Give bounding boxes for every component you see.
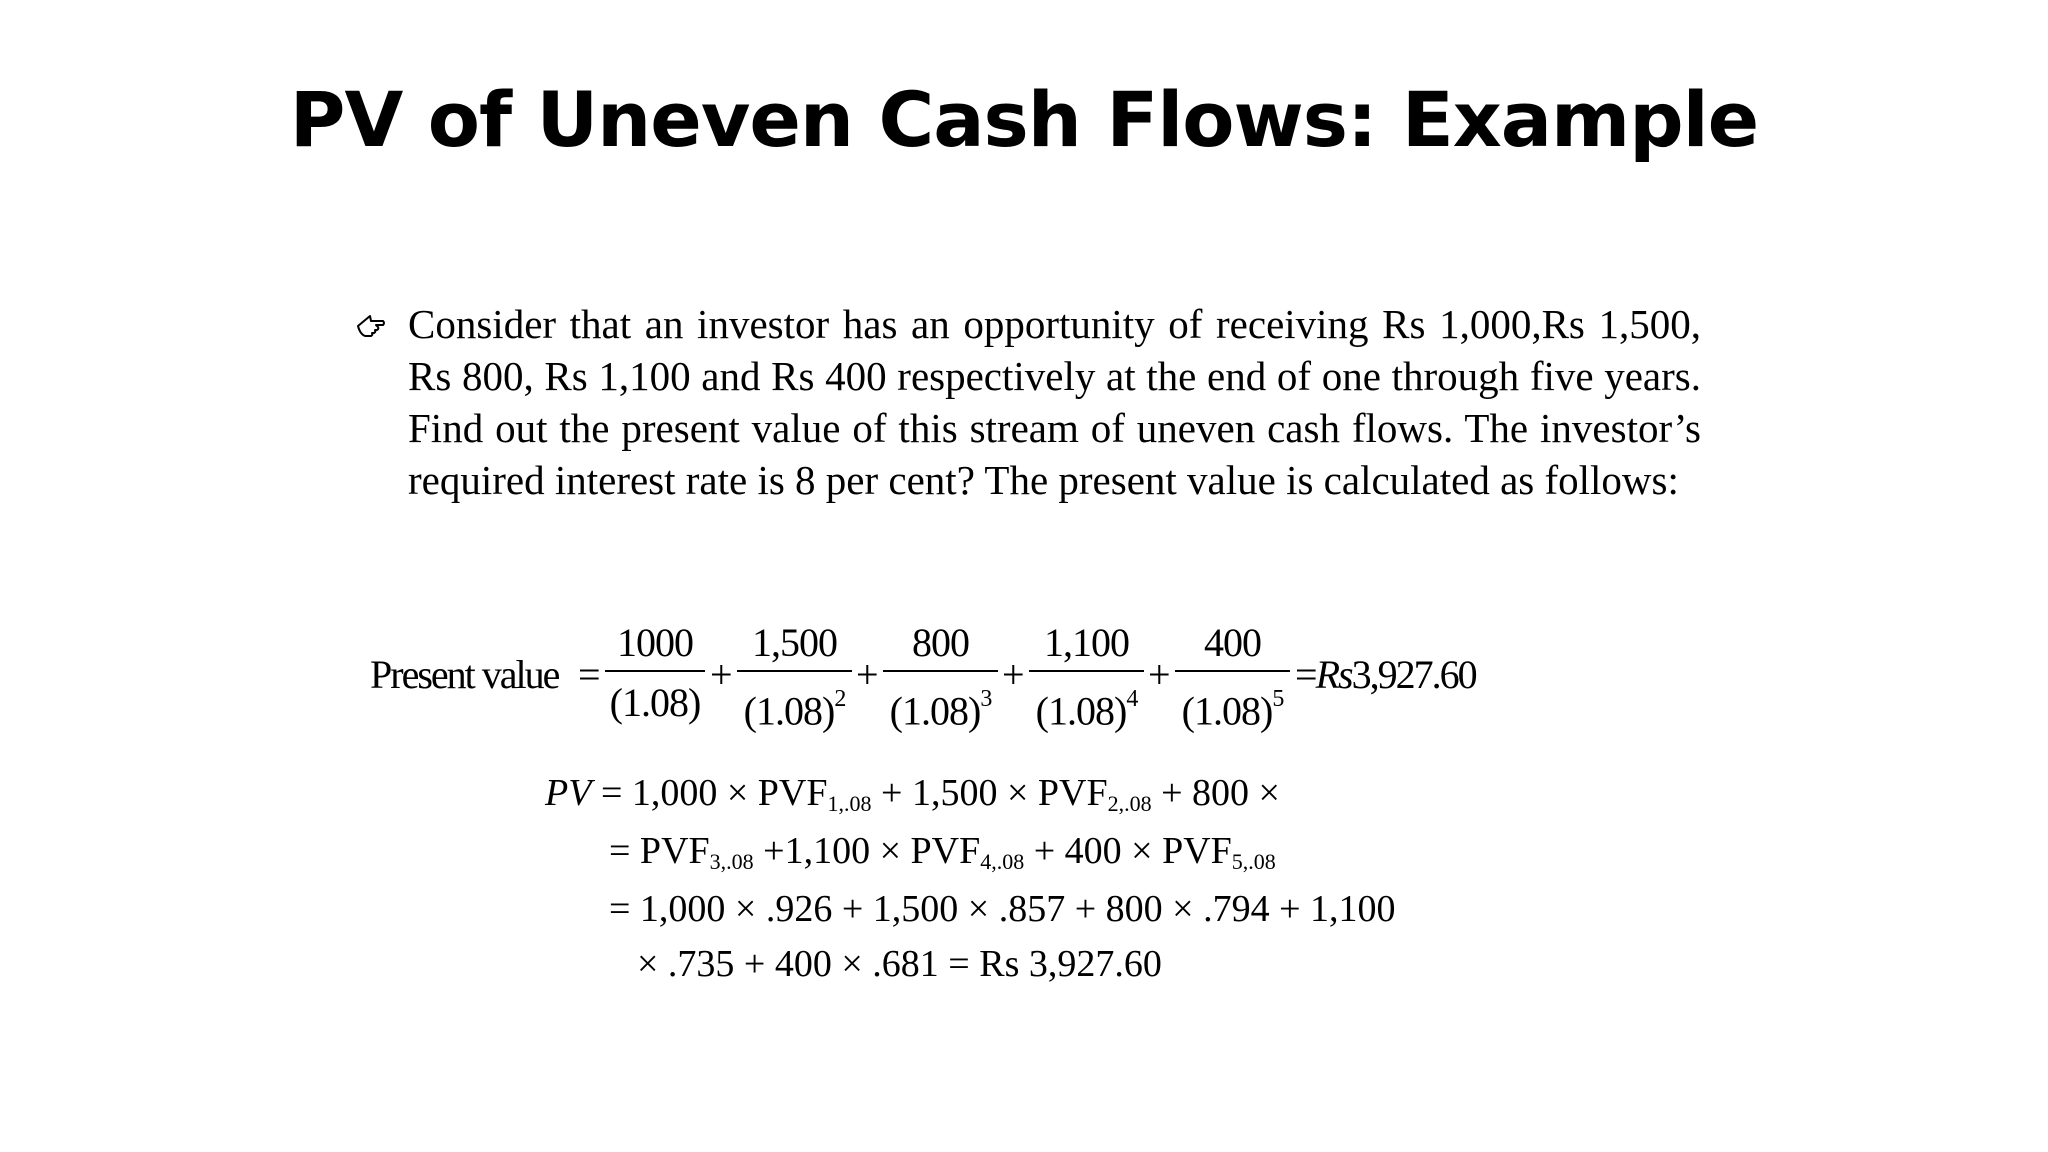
plus-sign: +: [710, 652, 732, 697]
denominator: $(1.08)^3$: [889, 686, 992, 734]
plus-sign: +: [1148, 652, 1170, 697]
denominator: $(1.08)^2$: [743, 686, 846, 734]
denominator: $(1.08)^5$: [1181, 686, 1284, 734]
denominator: $(1.08)^4$: [1035, 686, 1138, 734]
numerator: 1000: [617, 620, 693, 665]
numerator: 1,500: [752, 620, 837, 665]
fraction-term-3: [883, 615, 998, 732]
fraction-term-1: [605, 615, 705, 732]
pvf-line-4: × .735 + 400 × .681 = Rs 3,927.60: [637, 943, 1162, 985]
numerator: 400: [1204, 620, 1261, 665]
fraction-term-5: [1175, 615, 1290, 732]
pvf-line-1: PV = $1,000 \times PVF_{1,.08} + 1,500 \times PVF_{2,.08} + 800$ ×: [545, 772, 1280, 816]
pointing-hand-icon: [356, 312, 386, 340]
plus-sign: +: [856, 652, 878, 697]
numerator: 800: [912, 620, 969, 665]
slide-title: PV of Uneven Cash Flows: Example: [289, 75, 1759, 164]
pv-symbol: PV: [545, 772, 592, 814]
plus-sign: +: [1002, 652, 1024, 697]
pvf-line-2: = $PVF_{3,.08} +1,100 \times PVF_{4,.08} + 400 \times PVF_{5,.08}$: [609, 830, 1276, 874]
fraction-term-2: [737, 615, 852, 732]
bullet-text: Consider that an investor has an opportunity of receiving Rs 1,000,Rs 1,500, Rs 800, Rs 1,100 and Rs 400 respectively at the end of one through five years. Find out the present value of this stream of uneven cash flows. The investor’s required interest rate is 8 per cent? The present value is calculated as follows:: [408, 301, 1701, 503]
equals-sign: =: [578, 652, 600, 697]
fraction-term-4: [1029, 615, 1144, 732]
denominator: (1.08): [609, 680, 701, 725]
numerator: 1,100: [1044, 620, 1129, 665]
present-value-label: Present value: [370, 652, 559, 697]
pvf-line-3: = 1,000 × .926 + 1,500 × .857 + 800 × .794 + 1,100: [609, 888, 1396, 930]
result-value: =Rs3,927.60: [1295, 652, 1476, 697]
